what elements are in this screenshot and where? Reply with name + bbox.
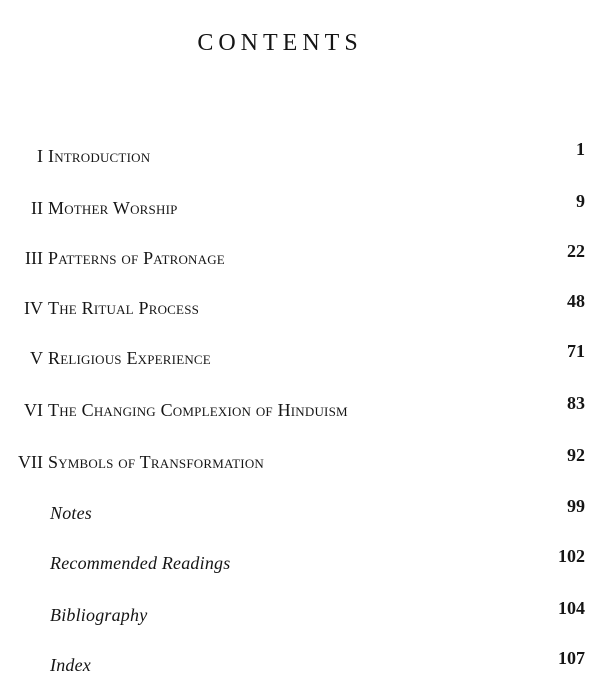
page-number: 92 — [567, 445, 585, 465]
chapter-title: Symbols of Transformation — [48, 452, 264, 472]
chapter-numeral: VII — [18, 452, 43, 472]
back-matter-title: Notes — [50, 503, 93, 523]
chapter-numeral: III — [25, 248, 43, 268]
toc-entry-introduction[interactable] — [0, 139, 600, 176]
toc-entry-bibliography[interactable] — [0, 598, 600, 635]
back-matter-title: Recommended Readings — [50, 553, 231, 573]
toc-entry-changing-complexion[interactable] — [0, 393, 600, 430]
page-number: 99 — [567, 496, 585, 516]
chapter-title: Mother Worship — [48, 198, 178, 218]
chapter-numeral: VI — [24, 400, 43, 420]
page-number: 1 — [576, 139, 585, 159]
page-number: 104 — [558, 598, 585, 618]
page-number: 83 — [567, 393, 585, 413]
chapter-numeral: V — [30, 348, 43, 368]
chapter-numeral: II — [31, 198, 43, 218]
toc-entry-index[interactable] — [0, 648, 600, 685]
chapter-title: Religious Experience — [48, 348, 211, 368]
page-title: CONTENTS — [197, 30, 363, 56]
page-number: 107 — [558, 648, 585, 668]
chapter-numeral: I — [37, 146, 43, 166]
chapter-numeral: IV — [24, 298, 43, 318]
toc-entry-mother-worship[interactable] — [0, 191, 600, 228]
page-number: 22 — [567, 241, 585, 261]
toc-entry-religious-experience[interactable] — [0, 341, 600, 378]
chapter-title: The Ritual Process — [48, 298, 200, 318]
back-matter-title: Bibliography — [50, 605, 148, 625]
toc-entry-patterns-of-patronage[interactable] — [0, 241, 600, 278]
page-number: 71 — [567, 341, 585, 361]
toc-entry-symbols-of-transformation[interactable] — [0, 445, 600, 482]
page-number: 48 — [567, 291, 585, 311]
chapter-title: The Changing Complexion of Hinduism — [48, 400, 348, 420]
chapter-title: Patterns of Patronage — [48, 248, 225, 268]
page-number: 102 — [558, 546, 585, 566]
toc-entry-notes[interactable] — [0, 496, 600, 533]
toc-entry-recommended-readings[interactable] — [0, 546, 600, 583]
chapter-title: Introduction — [48, 146, 151, 166]
page-number: 9 — [576, 191, 585, 211]
back-matter-title: Index — [50, 655, 91, 675]
toc-entry-ritual-process[interactable] — [0, 291, 600, 328]
